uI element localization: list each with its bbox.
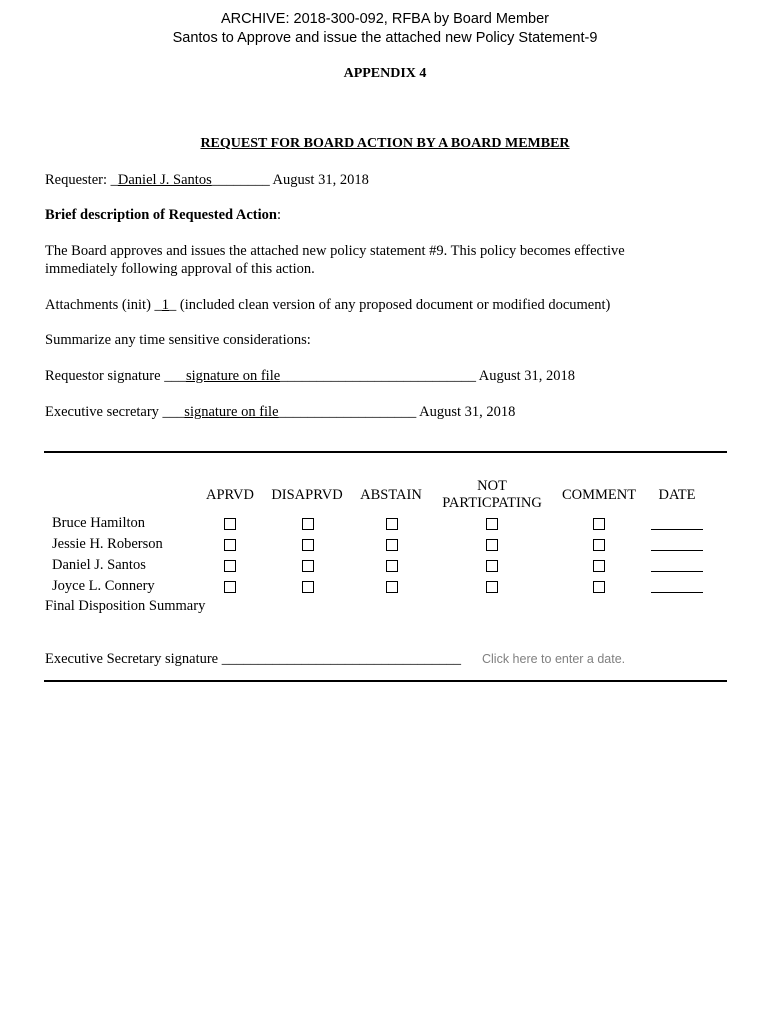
requestor-signature-trail-blank: ___________________________	[280, 368, 476, 384]
comment-checkbox[interactable]	[593, 581, 605, 593]
column-header-comment: COMMENT	[561, 487, 637, 503]
final-signature-row	[45, 651, 461, 668]
date-picker-placeholder[interactable]: Click here to enter a date.	[482, 652, 626, 666]
member-name: Jessie H. Roberson	[52, 536, 163, 552]
date-field[interactable]	[651, 592, 703, 593]
brief-description-colon: :	[276, 207, 282, 223]
attachments-note: (included clean version of any proposed document or modified document)	[176, 297, 611, 313]
attachments-count[interactable]: 1	[161, 297, 170, 313]
executive-secretary-label: Executive secretary	[45, 404, 163, 420]
column-header-not-line-2: PARTICPATING	[442, 495, 542, 511]
column-header-disaprvd: DISAPRVD	[271, 487, 343, 503]
executive-secretary-row	[45, 404, 515, 421]
brief-description-heading	[45, 207, 281, 224]
bottom-divider	[44, 680, 727, 682]
executive-secretary-lead-blank: ___	[162, 404, 185, 420]
date-field[interactable]	[651, 571, 703, 572]
requester-date: August 31, 2018	[269, 172, 369, 188]
aprvd-checkbox[interactable]	[224, 539, 236, 551]
disaprvd-checkbox[interactable]	[302, 560, 314, 572]
abstain-checkbox[interactable]	[386, 518, 398, 530]
column-header-abstain: ABSTAIN	[360, 487, 422, 503]
comment-checkbox[interactable]	[593, 539, 605, 551]
disaprvd-checkbox[interactable]	[302, 539, 314, 551]
member-name: Bruce Hamilton	[52, 515, 146, 531]
requestor-signature-lead-blank: ___	[164, 368, 186, 384]
not-participating-checkbox[interactable]	[486, 518, 498, 530]
aprvd-checkbox[interactable]	[224, 560, 236, 572]
aprvd-checkbox[interactable]	[224, 518, 236, 530]
archive-header-line-1: ARCHIVE: 2018-300-092, RFBA by Board Member	[220, 11, 549, 27]
member-name: Daniel J. Santos	[52, 557, 146, 573]
final-disposition-summary: Final Disposition Summary	[45, 598, 206, 614]
appendix-title: APPENDIX 4	[343, 66, 427, 81]
brief-description-label: Brief description of Requested Action	[45, 207, 277, 223]
not-participating-checkbox[interactable]	[486, 560, 498, 572]
attachments-label: Attachments (init)	[45, 297, 155, 313]
executive-secretary-trail-blank: ___________________	[278, 404, 417, 420]
brief-description-text-line-1: The Board approves and issues the attached new policy statement #9. This policy becomes effective	[45, 243, 625, 259]
top-divider	[44, 451, 727, 453]
executive-secretary-value[interactable]: signature on file	[184, 404, 279, 420]
disaprvd-checkbox[interactable]	[302, 581, 314, 593]
requester-lead-blank: _	[110, 172, 118, 188]
disaprvd-checkbox[interactable]	[302, 518, 314, 530]
attachments-trail-blank: _	[169, 297, 177, 313]
not-participating-checkbox[interactable]	[486, 539, 498, 551]
abstain-checkbox[interactable]	[386, 539, 398, 551]
requestor-signature-date: August 31, 2018	[475, 368, 576, 384]
abstain-checkbox[interactable]	[386, 560, 398, 572]
date-field[interactable]	[651, 550, 703, 551]
attachments-lead-blank: _	[154, 297, 162, 313]
final-signature-blank[interactable]: _________________________________	[221, 651, 461, 667]
requester-row	[45, 172, 369, 189]
brief-description-text-line-2: immediately following approval of this action.	[45, 261, 315, 277]
requestor-signature-label: Requestor signature	[45, 368, 165, 384]
requester-label: Requester:	[45, 172, 111, 188]
column-header-date: DATE	[658, 487, 696, 503]
column-header-not-line-1: NOT	[477, 478, 507, 494]
abstain-checkbox[interactable]	[386, 581, 398, 593]
comment-checkbox[interactable]	[593, 518, 605, 530]
requester-trail-blank: ________	[211, 172, 270, 188]
executive-secretary-date: August 31, 2018	[416, 404, 516, 420]
date-field[interactable]	[651, 529, 703, 530]
archive-header-line-2: Santos to Approve and issue the attached new Policy Statement-9	[172, 30, 598, 46]
requestor-signature-value[interactable]: signature on file	[185, 368, 281, 384]
member-name: Joyce L. Connery	[52, 578, 155, 594]
column-header-aprvd: APRVD	[206, 487, 254, 503]
final-signature-label: Executive Secretary signature	[45, 651, 222, 667]
requester-name[interactable]: Daniel J. Santos	[117, 172, 212, 188]
not-participating-checkbox[interactable]	[486, 581, 498, 593]
requestor-signature-row	[45, 368, 575, 385]
comment-checkbox[interactable]	[593, 560, 605, 572]
time-sensitive-label: Summarize any time sensitive considerations:	[45, 332, 311, 348]
attachments-row	[45, 297, 610, 314]
form-title: REQUEST FOR BOARD ACTION BY A BOARD MEMBER	[200, 136, 570, 151]
aprvd-checkbox[interactable]	[224, 581, 236, 593]
